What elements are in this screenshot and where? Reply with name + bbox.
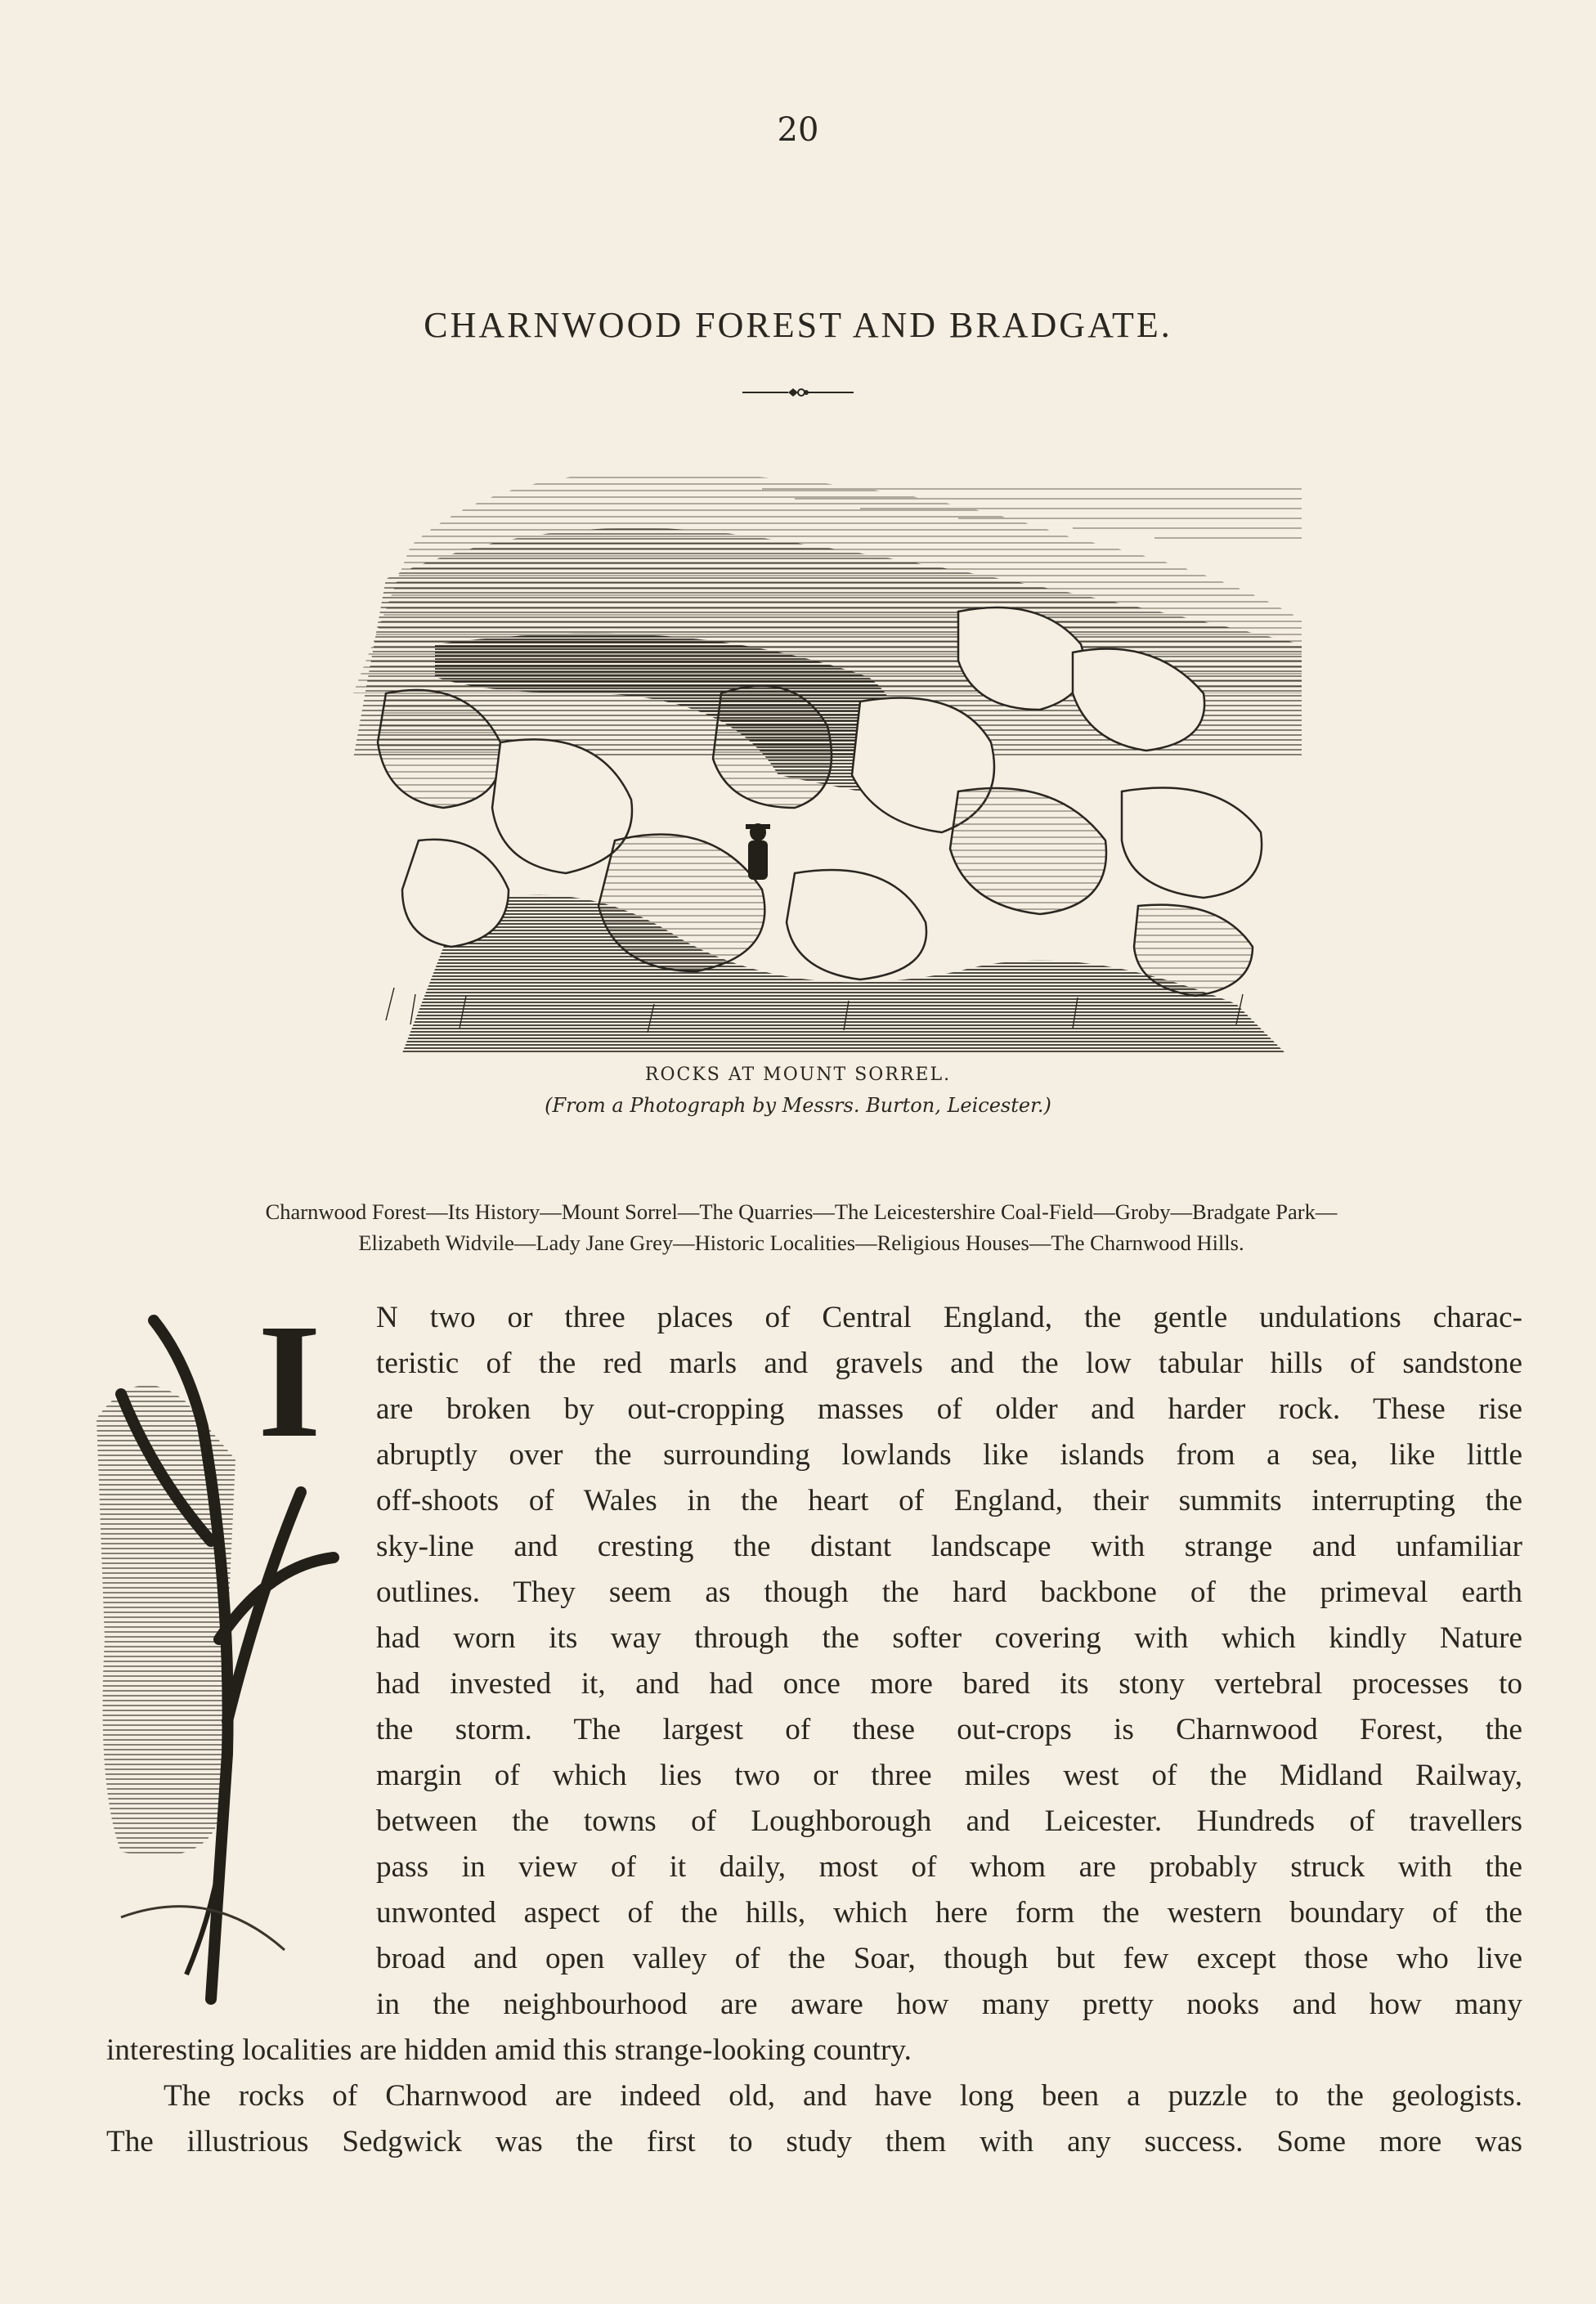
drop-cap-letter	[258, 1289, 321, 1452]
text-line: teristic of the red marls and gravels and the low tabular hills of sandstone	[376, 1347, 1522, 1380]
text-line: between the towns of Loughborough and Leicester. Hundreds of travellers	[376, 1804, 1522, 1838]
illustration-credit: (From a Photograph by Messrs. Burton, Leicester.)	[545, 1094, 1051, 1117]
text-line: interesting localities are hidden amid this strange-looking country.	[106, 2033, 912, 2067]
text-line: abruptly over the surrounding lowlands like islands from a sea, like little	[376, 1438, 1522, 1472]
text-line: The rocks of Charnwood are indeed old, and have long been a puzzle to the geologists.	[164, 2079, 1522, 2113]
text-line: sky-line and cresting the distant landscape with strange and unfamiliar	[376, 1530, 1522, 1563]
text-line: broad and open valley of the Soar, though but few except those who live	[376, 1942, 1522, 1975]
chapter-synopsis	[90, 1196, 1513, 1258]
text-line: are broken by out-cropping masses of older and harder rock. These rise	[376, 1392, 1522, 1426]
text-line: off-shoots of Wales in the heart of England, their summits interrupting the	[376, 1484, 1522, 1517]
chapter-title: CHARNWOOD FOREST AND BRADGATE.	[424, 305, 1172, 345]
text-line: N two or three places of Central England, the gentle undulations charac-	[376, 1301, 1522, 1334]
text-line: outlines. They seem as though the hard backbone of the primeval earth	[376, 1576, 1522, 1609]
illustration-caption: ROCKS AT MOUNT SORREL.	[644, 1065, 952, 1085]
rocks-engraving	[337, 448, 1313, 1061]
page-number: 20	[777, 111, 819, 149]
text-line: in the neighbourhood are aware how many pretty nooks and how many	[376, 1988, 1522, 2021]
title-ornament	[741, 384, 855, 401]
text-line: The illustrious Sedgwick was the first to study them with any success. Some more was	[106, 2125, 1522, 2158]
text-line: the storm. The largest of these out-crops is Charnwood Forest, the	[376, 1713, 1522, 1746]
text-line: margin of which lies two or three miles west of the Midland Railway,	[376, 1759, 1522, 1792]
text-line: had worn its way through the softer covering with which kindly Nature	[376, 1621, 1522, 1655]
synopsis-line: Elizabeth Widvile—Lady Jane Grey—Historic Localities—Religious Houses—The Charnwood Hills.	[358, 1230, 1244, 1255]
text-line: unwonted aspect of the hills, which here form the western boundary of the	[376, 1896, 1522, 1930]
svg-text:I: I	[258, 1291, 321, 1452]
text-line: had invested it, and had once more bared its stony vertebral processes to	[376, 1667, 1522, 1701]
text-line: pass in view of it daily, most of whom are probably struck with the	[376, 1850, 1522, 1884]
synopsis-line: Charnwood Forest—Its History—Mount Sorrel—The Quarries—The Leicestershire Coal-Field—Groby—Bradgate Park—	[265, 1199, 1338, 1224]
figure-silhouette	[746, 823, 770, 880]
